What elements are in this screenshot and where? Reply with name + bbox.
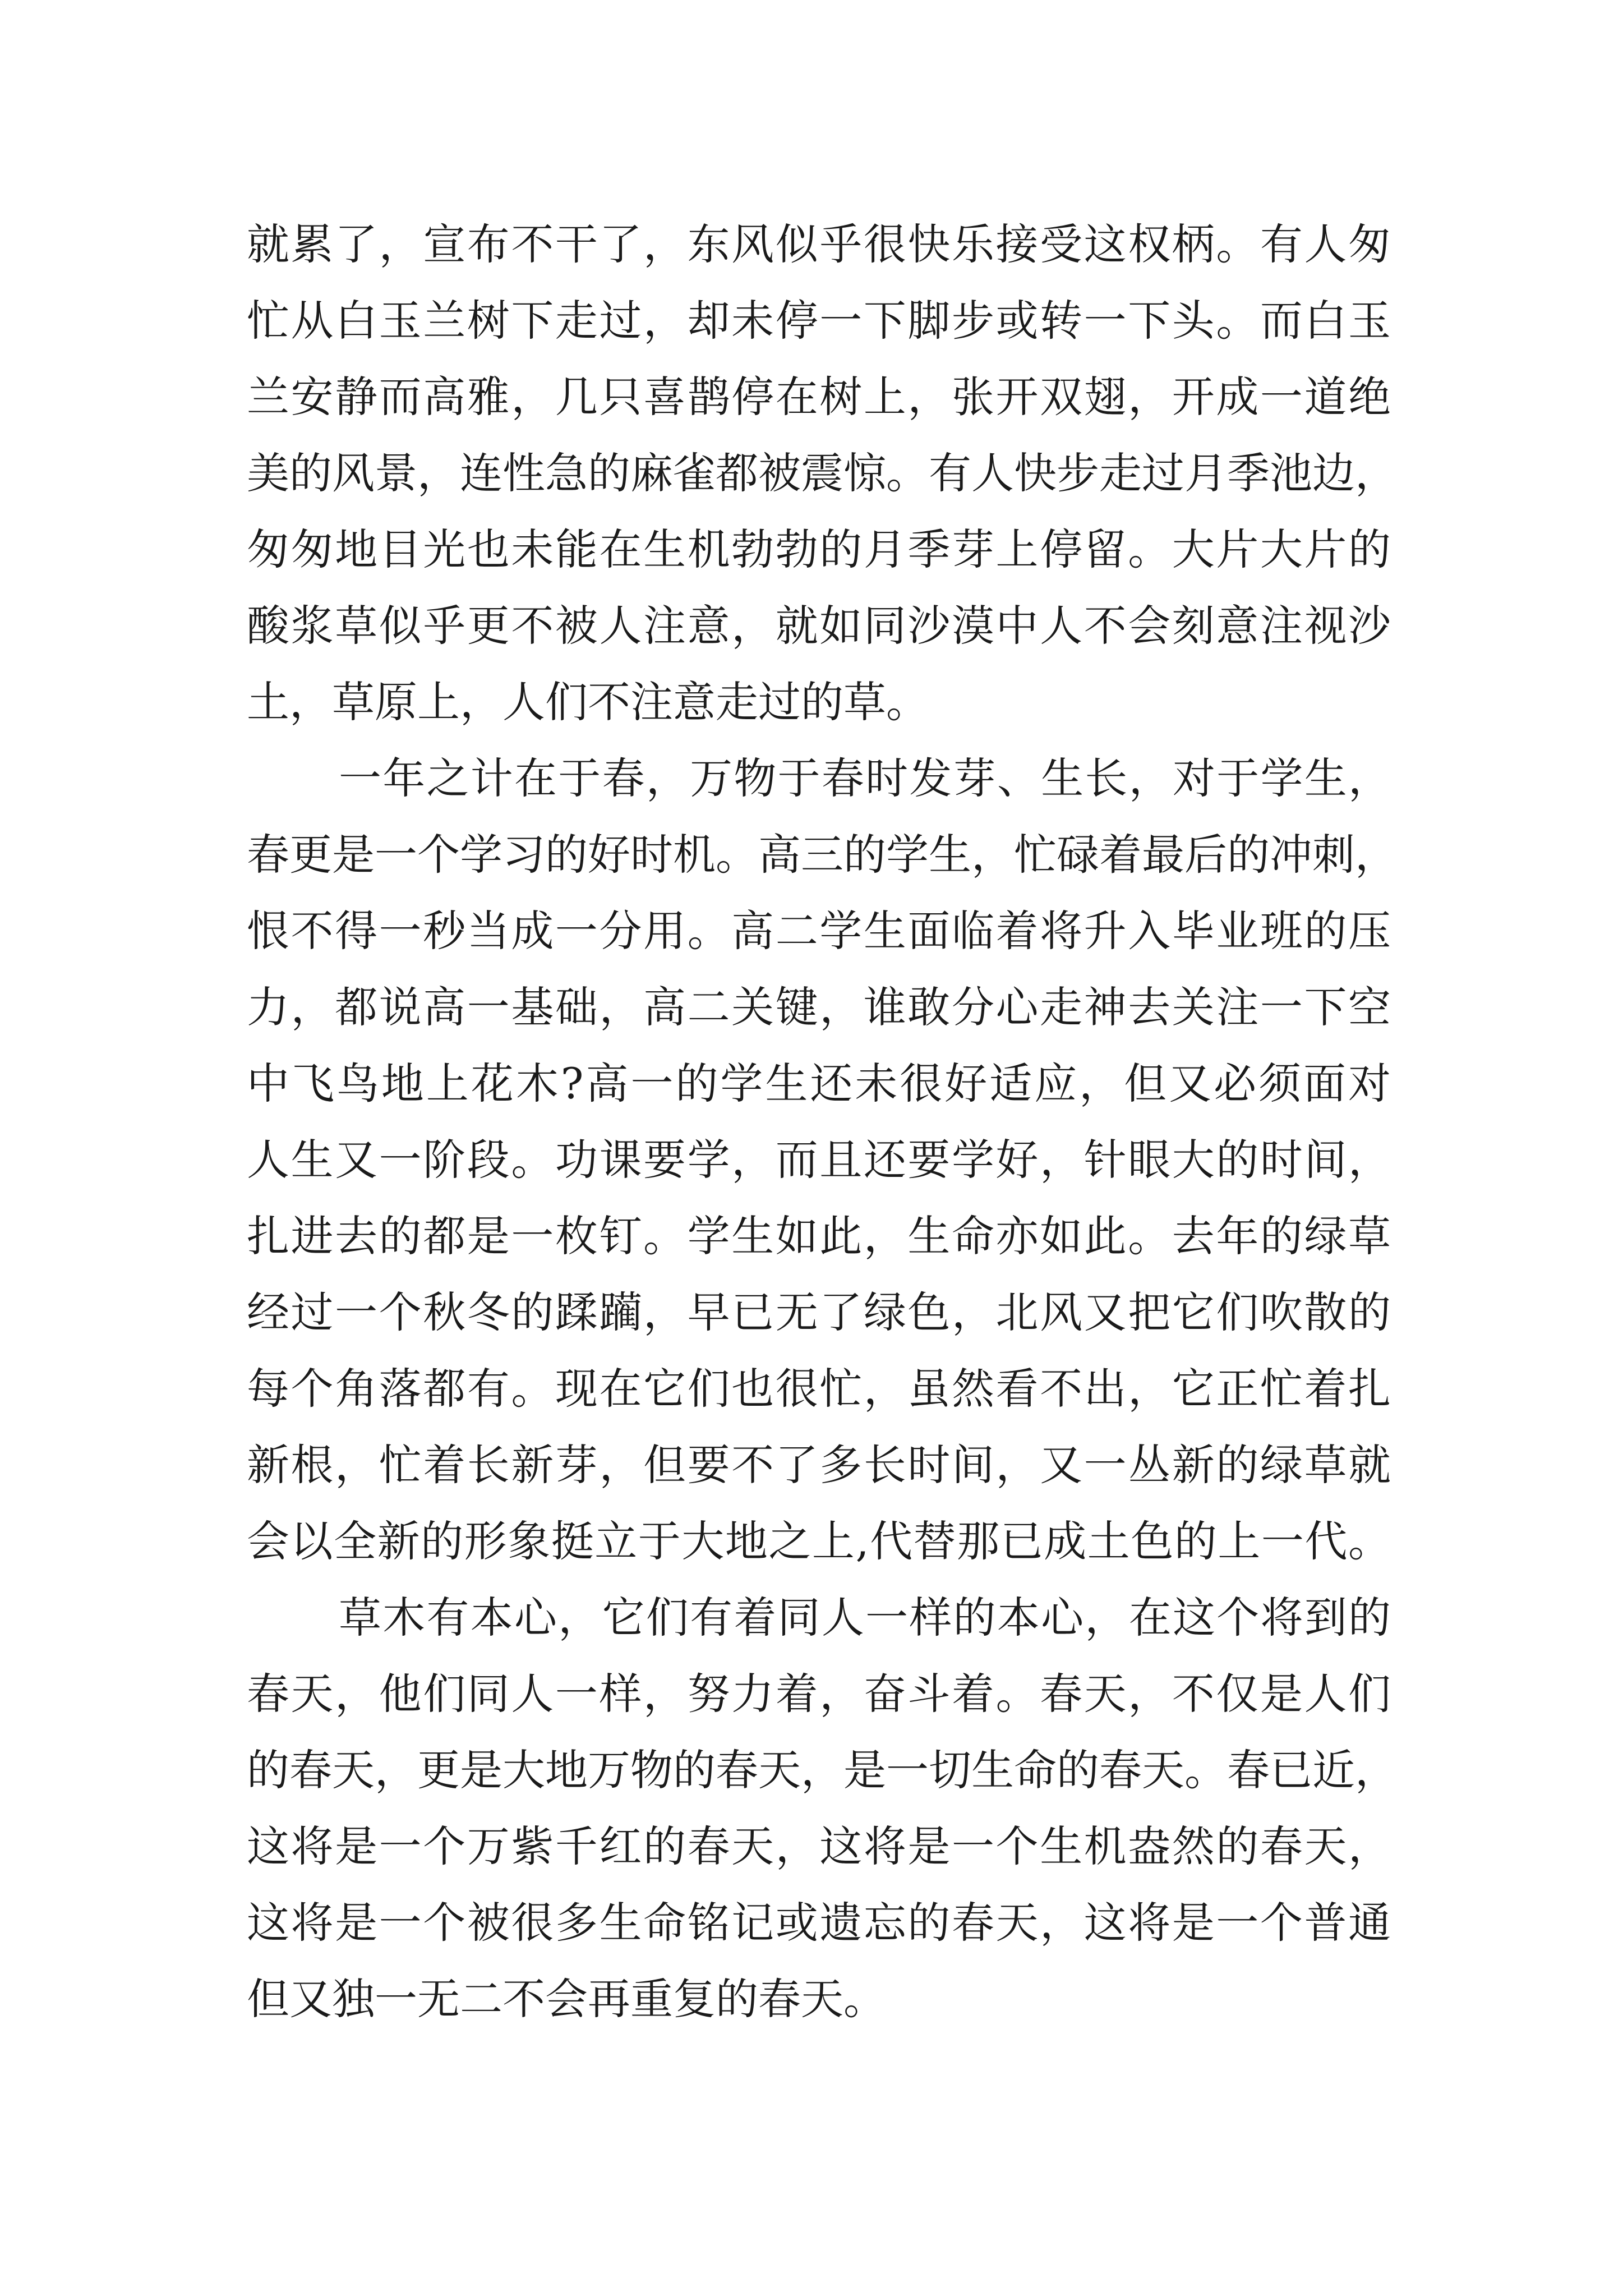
text-line: 一年之计在于春，万物于春时发芽、生长，对于学生， — [339, 753, 1391, 803]
text-line: 这将是一个万紫千红的春天，这将是一个生机盎然的春天， — [247, 1821, 1391, 1871]
text-line: 力，都说高一基础，高二关键，谁敢分心走神去关注一下空 — [247, 982, 1391, 1032]
text-line: 经过一个秋冬的蹂躏，早已无了绿色，北风又把它们吹散的 — [247, 1287, 1391, 1337]
text-line: 恨不得一秒当成一分用。高二学生面临着将升入毕业班的压 — [247, 906, 1391, 956]
text-line: 忙从白玉兰树下走过，却未停一下脚步或转一下头。而白玉 — [247, 296, 1391, 346]
text-line: 每个角落都有。现在它们也很忙，虽然看不出，它正忙着扎 — [247, 1364, 1391, 1414]
text-line: 的春天，更是大地万物的春天，是一切生命的春天。春已近， — [247, 1745, 1398, 1795]
text-line: 人生又一阶段。功课要学，而且还要学好，针眼大的时间， — [247, 1135, 1391, 1185]
text-line: 扎进去的都是一枚钉。学生如此，生命亦如此。去年的绿草 — [247, 1211, 1391, 1261]
text-line: 匆匆地目光也未能在生机勃勃的月季芽上停留。大片大片的 — [247, 524, 1391, 574]
text-line: 酸浆草似乎更不被人注意，就如同沙漠中人不会刻意注视沙 — [247, 601, 1391, 651]
text-line: 但又独一无二不会再重复的春天。 — [247, 1974, 886, 2024]
text-line: 美的风景，连性急的麻雀都被震惊。有人快步走过月季池边， — [247, 448, 1398, 498]
document-body — [247, 206, 1398, 2037]
text-line: 草木有本心，它们有着同人一样的本心，在这个将到的 — [339, 1593, 1391, 1642]
text-line: 这将是一个被很多生命铭记或遗忘的春天，这将是一个普通 — [247, 1898, 1391, 1948]
text-line: 就累了，宣布不干了，东风似乎很快乐接受这权柄。有人匆 — [247, 219, 1391, 269]
text-line: 兰安静而高雅，几只喜鹊停在树上，张开双翅，开成一道绝 — [247, 372, 1391, 422]
paragraph — [247, 1580, 1398, 2037]
text-line: 会以全新的形象挺立于大地之上,代替那已成土色的上一代。 — [247, 1516, 1391, 1566]
text-line: 春更是一个学习的好时机。高三的学生，忙碌着最后的冲刺， — [247, 830, 1398, 880]
text-line: 中飞鸟地上花木?高一的学生还未很好适应，但又必须面对 — [247, 1059, 1391, 1108]
text-line: 土，草原上，人们不注意走过的草。 — [247, 677, 929, 727]
paragraph — [247, 206, 1398, 740]
paragraph — [247, 740, 1398, 1580]
text-line: 春天，他们同人一样，努力着，奋斗着。春天，不仅是人们 — [247, 1669, 1391, 1719]
text-line: 新根，忙着长新芽，但要不了多长时间，又一丛新的绿草就 — [247, 1440, 1391, 1490]
